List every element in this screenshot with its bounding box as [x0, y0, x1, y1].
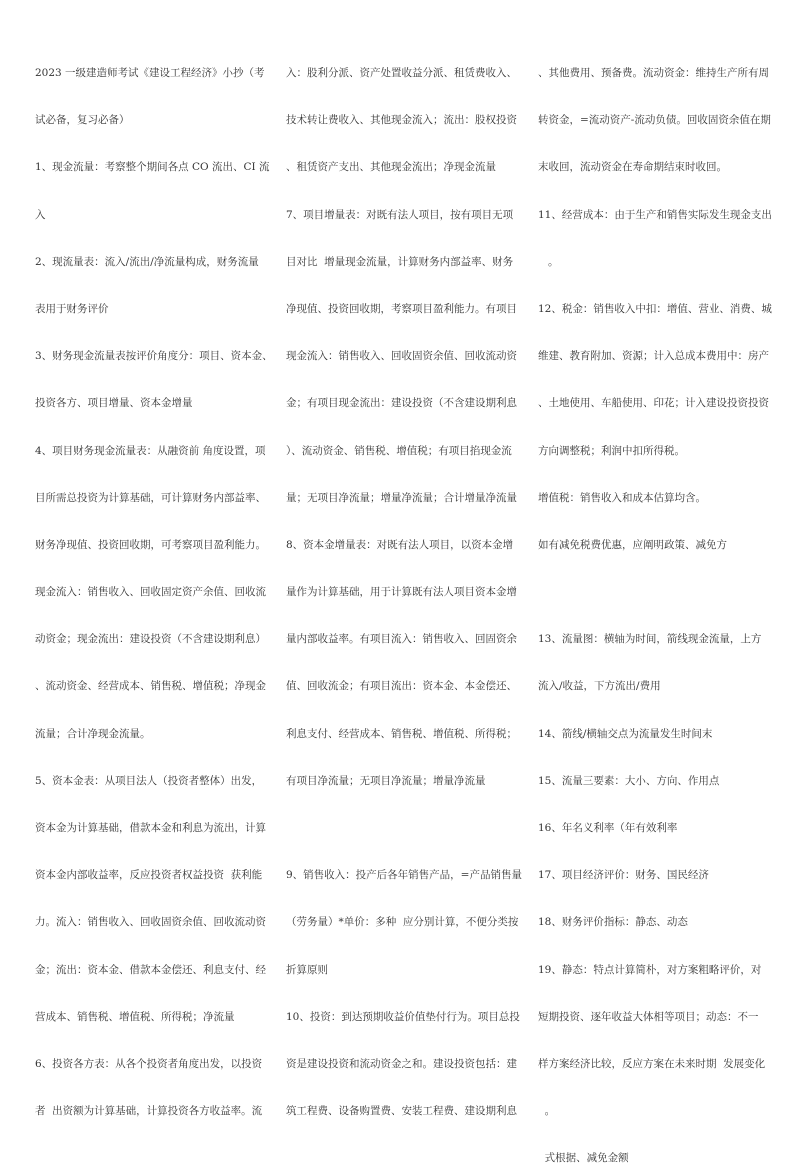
text-line: 有项目净流量；无项目净流量；增量净流量	[286, 774, 486, 787]
text-line: 12、税金：销售收入中扣：增值、营业、消费、城	[538, 302, 772, 315]
text-column-middle	[286, 62, 526, 1124]
text-line: ）、流动资金、销售税、增值税；有项目掐现金流	[286, 444, 512, 457]
text-line: 资本金为计算基础，借款本金和利息为流出，计算	[35, 822, 266, 834]
text-line	[286, 369, 526, 393]
text-line	[286, 463, 526, 487]
text-line: 。	[538, 1105, 556, 1118]
text-line: 3、财务现金流量表按评价角度分：项目、资本金、	[35, 350, 273, 363]
text-line: 财务净现值、投资回收期，可考察项目盈利能力。	[35, 538, 266, 551]
text-line	[538, 1124, 773, 1148]
text-line: 现金流入：销售收入、回收固资余值、回收流动资	[286, 350, 517, 363]
text-line	[538, 274, 773, 298]
text-line: 16、年名义利率（年有效利率	[538, 822, 678, 834]
text-line: 短期投资、逐年收益大体相等项目；动态：不一	[538, 1010, 759, 1023]
text-line	[35, 180, 275, 204]
text-line	[538, 416, 773, 440]
text-line	[286, 817, 526, 841]
text-line	[35, 463, 275, 487]
text-line	[538, 180, 773, 204]
text-line	[35, 322, 275, 346]
text-line: 14、箭线/横轴交点为流量发生时间末	[538, 727, 713, 740]
text-line	[35, 510, 275, 534]
text-line	[35, 888, 275, 912]
text-line: 样方案经济比较，反应方案在未来时期 发展变化	[538, 1057, 766, 1070]
text-line: 15、流量三要素：大小、方向、作用点	[538, 774, 720, 787]
text-line	[538, 133, 773, 157]
text-line	[538, 982, 773, 1006]
text-line: 13、流量图：横轴为时间，箭线现金流量，上方	[538, 633, 762, 646]
text-line: 17、项目经济评价：财务、国民经济	[538, 869, 709, 882]
text-line	[538, 1029, 773, 1053]
text-line	[538, 322, 773, 346]
text-line	[286, 416, 526, 440]
text-line: 1、现金流量：考察整个期间各点 CO 流出、CI 流	[35, 161, 270, 174]
text-column-left	[35, 62, 275, 1124]
text-line	[35, 746, 275, 770]
text-line	[538, 581, 773, 605]
text-line: 利息支付、经营成本、销售税、增值税、所得税；	[286, 727, 517, 740]
text-line	[35, 227, 275, 251]
text-line	[35, 133, 275, 157]
text-line	[538, 935, 773, 959]
text-line: 、土地使用、车船使用、印花；计入建设投资投资	[538, 397, 769, 410]
text-line	[35, 274, 275, 298]
text-line: 现金流入：销售收入、回收固定资产余值、回收流	[35, 586, 266, 599]
text-line: 金；有项目现金流出：建设投资（不含建设期利息	[286, 397, 517, 410]
text-line: 4、项目财务现金流量表：从融资前 角度设置，项	[35, 444, 266, 457]
text-line: 、租赁资产支出、其他现金流出；净现金流量	[286, 161, 496, 174]
text-line	[286, 1077, 526, 1101]
text-line: 10、投资：到达预期收益价值垫付行为。项目总投	[286, 1010, 520, 1023]
text-line	[35, 1029, 275, 1053]
text-line	[538, 841, 773, 865]
text-line	[286, 510, 526, 534]
text-line	[538, 510, 773, 534]
text-line: 试必备，复习必备）	[35, 114, 130, 127]
text-line	[538, 793, 773, 817]
text-line: 5、资本金表：从项目法人（投资者整体）出发，	[35, 774, 263, 787]
text-line: 目所需总投资为计算基础，可计算财务内部益率、	[35, 491, 266, 504]
text-line	[286, 982, 526, 1006]
text-line: 转资金，=流动资产-流动负债。回收固资余值在期	[538, 114, 771, 127]
text-line: 量内部收益率。有项目流入：销售收入、回固资余	[286, 633, 517, 646]
text-line	[35, 841, 275, 865]
text-line	[286, 888, 526, 912]
text-line: 投资各方、项目增量、资本金增量	[35, 397, 193, 410]
text-line	[538, 699, 773, 723]
text-line	[538, 746, 773, 770]
text-line	[538, 369, 773, 393]
text-line: 值、回收流金；有项目流出：资本金、本金偿还、	[286, 680, 517, 693]
text-line: 方向调整税；利润中扣所得税。	[538, 444, 685, 457]
text-line	[538, 605, 773, 629]
text-line	[286, 180, 526, 204]
text-line: 营成本、销售税、增值税、所得税；净流量	[35, 1010, 235, 1023]
text-line: 力。流入：销售收入、回收固资余值、回收流动资	[35, 916, 266, 929]
text-line	[538, 463, 773, 487]
text-line: 折算原则	[286, 963, 328, 976]
text-line	[35, 793, 275, 817]
text-line: 如有减免税费优惠，应阐明政策、减免方	[538, 538, 727, 551]
text-line: 量作为计算基础，用于计算既有法人项目资本金增	[286, 586, 517, 599]
text-line: 金；流出：资本金、借款本金偿还、利息支付、经	[35, 963, 266, 976]
text-line	[286, 793, 526, 817]
text-line	[286, 746, 526, 770]
text-line	[286, 935, 526, 959]
text-line: （劳务量）*单价：多种 应分别计算，不便分类按	[286, 916, 519, 929]
text-line: 2、现流量表：流入/流出/净流量构成，财务流量	[35, 255, 259, 268]
text-line	[286, 227, 526, 251]
text-line	[286, 86, 526, 110]
text-line	[286, 605, 526, 629]
text-line	[286, 322, 526, 346]
text-line	[35, 1077, 275, 1101]
text-line: 、流动资金、经营成本、销售税、增值税；净现金	[35, 680, 266, 693]
text-line: 量；无项目净流量；增量净流量；合计增量净流量	[286, 491, 517, 504]
text-line	[538, 227, 773, 251]
text-line	[35, 416, 275, 440]
text-line: 6、投资各方表：从各个投资者角度出发，以投资	[35, 1057, 263, 1070]
text-line: 净现值、投资回收期，考察项目盈利能力。有项目	[286, 302, 517, 315]
text-line: 筑工程费、设备购置费、安装工程费、建设期利息	[286, 1105, 517, 1118]
text-line: 流入/收益，下方流出/费用	[538, 680, 661, 693]
text-line	[286, 652, 526, 676]
text-line	[35, 652, 275, 676]
text-column-right	[538, 62, 773, 1171]
text-line: 表用于财务评价	[35, 302, 109, 315]
text-line: 。	[538, 255, 559, 268]
text-line	[286, 557, 526, 581]
text-line	[35, 982, 275, 1006]
text-line: 流量；合计净现金流量。	[35, 727, 151, 740]
text-line	[35, 369, 275, 393]
text-line	[538, 652, 773, 676]
text-line: 、其他费用、预备费。流动资金：维持生产所有周	[538, 67, 769, 79]
text-line	[35, 86, 275, 110]
text-line	[286, 699, 526, 723]
text-line	[538, 888, 773, 912]
text-line: 末收回，流动资金在寿命期结束时收回。	[538, 161, 727, 174]
text-line: 技术转让费收入、其他现金流入；流出：股权投资	[286, 114, 517, 127]
text-line: 维建、教育附加、资源；计入总成本费用中：房产	[538, 350, 769, 363]
text-line	[35, 699, 275, 723]
text-line: 入	[35, 208, 46, 221]
text-line	[35, 557, 275, 581]
text-line: 入：股利分派、资产处置收益分派、租赁费收入、	[286, 67, 517, 79]
text-line	[538, 557, 773, 581]
text-line: 资本金内部收益率，反应投资者权益投资 获利能	[35, 869, 263, 882]
text-line	[286, 274, 526, 298]
text-line: 7、项目增量表：对既有法人项目，按有项目无项	[286, 208, 514, 221]
text-line: 动资金；现金流出：建设投资（不含建设期利息）	[35, 633, 266, 646]
text-line: 目对比 增量现金流量，计算财务内部益率、财务	[286, 255, 514, 268]
text-line: 18、财务评价指标：静态、动态	[538, 916, 688, 929]
text-line: 者 出资额为计算基础，计算投资各方收益率。流	[35, 1105, 263, 1118]
text-line	[35, 605, 275, 629]
text-line	[538, 1077, 773, 1101]
text-line: 资是建设投资和流动资金之和。建设投资包括：建	[286, 1057, 517, 1070]
text-line	[538, 86, 773, 110]
text-line: 增值税：销售收入和成本估算均含。	[538, 491, 706, 504]
text-line	[286, 133, 526, 157]
text-line	[286, 1029, 526, 1053]
text-line: 19、静态：特点计算简朴，对方案粗略评价，对	[538, 963, 762, 976]
text-line: 9、销售收入：投产后各年销售产品，=产品销售量	[286, 869, 522, 882]
text-line	[35, 935, 275, 959]
text-line: 式根据、减免金额	[538, 1152, 629, 1165]
text-line: 11、经营成本：由于生产和销售实际发生现金支出	[538, 208, 772, 221]
text-line: 8、资本金增量表：对既有法人项目，以资本金增	[286, 538, 514, 551]
text-line: 2023 一级建造师考试《建设工程经济》小抄（考	[35, 67, 265, 79]
text-line	[286, 841, 526, 865]
